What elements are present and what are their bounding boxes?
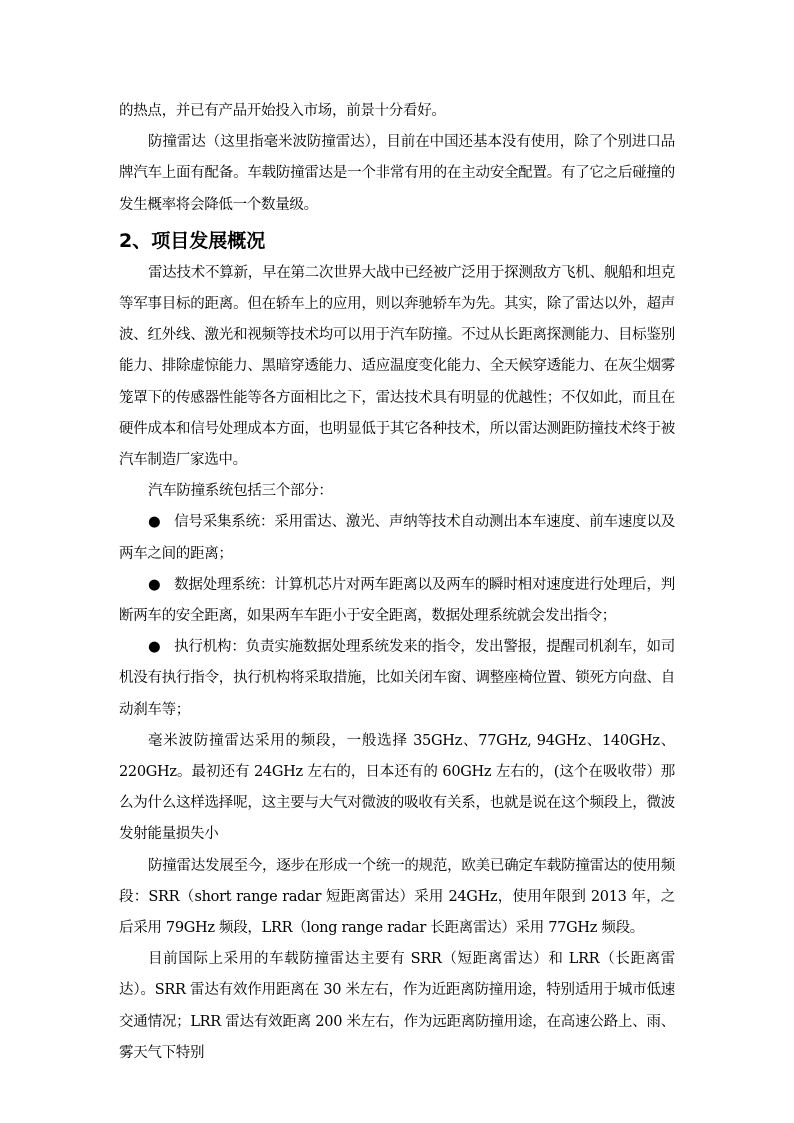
list-item [119,507,675,569]
bullet-icon: ● [148,639,161,656]
section-heading: 2、项目发展概况 [119,229,266,252]
list-item [119,632,675,726]
bullet-icon: ● [148,514,161,531]
bullet-icon: ● [148,576,161,593]
paragraph-srr-lrr: 目前国际上采用的车载防撞雷达主要有 SRR（短距离雷达）和 LRR（长距离雷达）。SRR 雷达有效作用距离在 30 米左右，作为近距离防撞用途，特别适用于城市低速交通情况；LRR 雷达有效距离 200 米左右，作为远距离防撞用途，在高速公路上、雨、雾天气下特别 [119,951,675,1061]
paragraph-frequency-bands: 毫米波防撞雷达采用的频段，一般选择 35GHz、77GHz, 94GHz、140GHz、220GHz。最初还有 24GHz 左右的，日本还有的 60GHz 左右的，(这个在吸收带）那么为什么这样选择呢，这主要与大气对微波的吸收有关系，也就是说在这个频段上，微波发射能量损失小 [119,732,675,843]
list-item-text: 执行机构：负责实施数据处理系统发来的指令，发出警报，提醒司机刹车，如司机没有执行指令，执行机构将采取措施，比如关闭车窗、调整座椅位置、锁死方向盘、自动刹车等； [119,639,675,718]
paragraph-radar-history: 雷达技术不算新，早在第二次世界大战中已经被广泛用于探测敌方飞机、舰船和坦克等军事目标的距离。但在轿车上的应用，则以奔驰轿车为先。其实，除了雷达以外，超声波、红外线、激光和视频等技术均可以用于汽车防撞。不过从长距离探测能力、目标鉴别能力、排除虚惊能力、黑暗穿透能力、适应温度变化能力、全天候穿透能力、在灰尘烟雾笼罩下的传感器性能等各方面相比之下，雷达技术具有明显的优越性；不仅如此，而且在硬件成本和信号处理成本方面，也明显低于其它各种技术，所以雷达测距防撞技术终于被汽车制造厂家选中。 [119,264,675,469]
list-item-text: 数据处理系统：计算机芯片对两车距离以及两车的瞬时相对速度进行处理后，判断两车的安全距离，如果两车车距小于安全距离，数据处理系统就会发出指令； [119,576,675,625]
paragraph-standardization: 防撞雷达发展至今，逐步在形成一个统一的规范，欧美已确定车载防撞雷达的使用频段：SRR（short range radar 短距离雷达）采用 24GHz，使用年限到 2013 年，之后采用 79GHz 频段，LRR（long range radar 长距离雷达）采用 77GHz 频段。 [119,857,675,937]
paragraph-radar-intro: 防撞雷达（这里指毫米波防撞雷达），目前在中国还基本没有使用，除了个别进口品牌汽车上面有配备。车载防撞雷达是一个非常有用的在主动安全配置。有了它之后碰撞的发生概率将会降低一个数量级。 [119,134,675,213]
document-body [119,96,675,1069]
list-item [119,570,675,632]
paragraph-system-parts: 汽车防撞系统包括三个部分： [148,483,333,500]
paragraph-continuation: 的热点，并已有产品开始投入市场，前景十分看好。 [119,103,446,119]
list-item-text: 信号采集系统：采用雷达、激光、声纳等技术自动测出本车速度、前车速度以及两车之间的距离； [119,514,675,562]
